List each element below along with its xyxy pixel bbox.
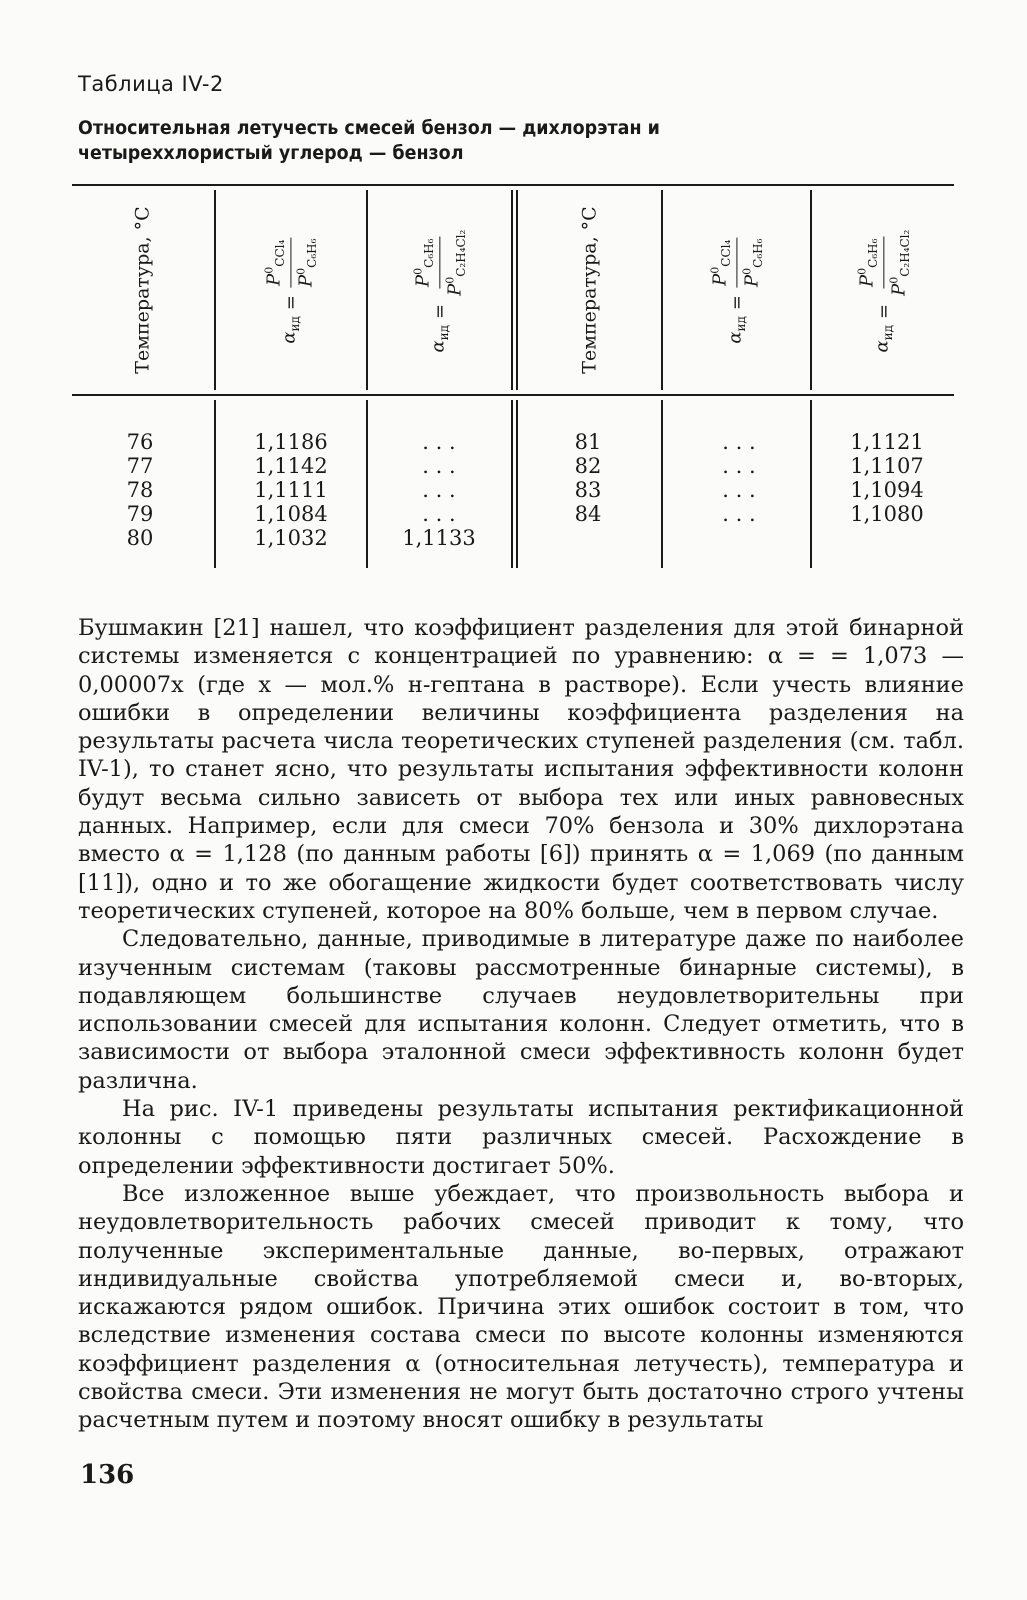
table-caption: Относительная летучесть смесей бензол — дихлорэтан и четыреххлористый углерод — бензол bbox=[78, 117, 660, 164]
column-temps-left bbox=[100, 430, 180, 550]
table-cell: . . . bbox=[422, 430, 456, 454]
col-divider-4b bbox=[661, 400, 663, 568]
table-cell: 1,1186 bbox=[254, 430, 328, 454]
table-cell: 1,1111 bbox=[254, 478, 328, 502]
table-cell: 78 bbox=[126, 478, 154, 502]
table-cell: 77 bbox=[126, 454, 154, 478]
table-cell: . . . bbox=[722, 454, 756, 478]
header-alpha-c6h6-right: $\alpha_{ид}$ = $P^0_{C_6H_6}$ $P^0_{C_2H_4Cl_2}$ bbox=[812, 190, 954, 390]
table-cell: 79 bbox=[126, 502, 154, 526]
column-c6h6-c2h4cl2-right bbox=[832, 430, 942, 550]
header-alpha-c6h6-left: $\alpha_{ид}$ = $P^0_{C_6H_6}$ $P^0_{C_2H_4Cl_2}$ bbox=[368, 190, 511, 390]
header-alpha-ccl4-left: $\alpha_{ид}$ = $P^0_{CCl_4}$ $P^0_{C_6H_6}$ bbox=[216, 190, 366, 390]
table-cell: . . . bbox=[722, 478, 756, 502]
table-cell: . . . bbox=[422, 454, 456, 478]
fraction: $P^0_{CCl_4}$ $P^0_{C_6H_6}$ bbox=[260, 236, 322, 288]
fraction: $P^0_{CCl_4}$ $P^0_{C_6H_6}$ bbox=[705, 236, 767, 288]
double-divider-c bbox=[511, 400, 513, 568]
page-number: 136 bbox=[80, 1460, 135, 1490]
table-cell: 1,1080 bbox=[850, 502, 924, 526]
alpha-symbol: $\alpha_{ид}$ bbox=[724, 315, 749, 344]
table-cell: 76 bbox=[126, 430, 154, 454]
double-divider-d bbox=[516, 400, 518, 568]
body-text bbox=[78, 614, 964, 1435]
table-cell: 1,1094 bbox=[850, 478, 924, 502]
column-ccl4-c6h6-left bbox=[236, 430, 346, 550]
table-cell: 1,1107 bbox=[850, 454, 924, 478]
table-cell: 84 bbox=[574, 502, 602, 526]
table-cell: 81 bbox=[574, 430, 602, 454]
table-cell: 1,1121 bbox=[850, 430, 924, 454]
table-number: Таблица IV-2 bbox=[78, 72, 224, 96]
header-temp-left-label: Температура, °C bbox=[132, 206, 154, 374]
table-cell: . . . bbox=[422, 478, 456, 502]
fraction: $P^0_{C_6H_6}$ $P^0_{C_2H_4Cl_2}$ bbox=[852, 228, 914, 298]
paragraph: На рис. IV-1 приведены результаты испытания ректификационной колонны с помощью пяти различных смесей. Расхождение в определении эффективности достигает 50%. bbox=[78, 1096, 964, 1179]
table-cell bbox=[684, 526, 794, 550]
header-temp-right bbox=[518, 190, 661, 390]
alpha-symbol: $\alpha_{ид}$ bbox=[427, 324, 452, 353]
table-cell bbox=[832, 526, 942, 550]
col-divider-5b bbox=[810, 400, 812, 568]
paragraph: Бушмакин [21] нашел, что коэффициент разделения для этой бинарной системы изменяется с концентрацией по уравнению: α = = 1,073 — 0,00007x (где x — мол.% н-гептана в растворе). Если учесть влияние ошибки в определении величины коэффициента разделения на результаты расчета числа теоретических ступеней разделения (см. табл. IV-1), то станет ясно, что результаты испытания эффективности колонн будут весьма сильно зависеть от выбора тех или иных равновесных данных. Например, если для смеси 70% бензола и 30% дихлорэтана вместо α = 1,128 (по данным работы [6]) принять α = 1,069 (по данным [11]), одно и то же обогащение жидкости будет соответствовать числу теоретических ступеней, которое на 80% больше, чем в первом случае. bbox=[78, 615, 964, 924]
col-divider-2b bbox=[366, 400, 368, 568]
alpha-symbol: $\alpha_{ид}$ bbox=[871, 324, 895, 353]
table-cell: . . . bbox=[422, 502, 456, 526]
table-cell bbox=[548, 526, 628, 550]
table-header-rule bbox=[72, 394, 954, 396]
fraction: $P^0_{C_6H_6}$ $P^0_{C_2H_4Cl_2}$ bbox=[408, 228, 470, 298]
table-cell: 1,1133 bbox=[402, 526, 476, 550]
header-temp-right-label: Температура, °C bbox=[578, 206, 601, 374]
column-temps-right bbox=[548, 430, 628, 550]
column-ccl4-c6h6-right bbox=[684, 430, 794, 550]
table-cell: 1,1032 bbox=[254, 526, 328, 550]
table-cell: 1,1084 bbox=[254, 502, 328, 526]
table-cell: 82 bbox=[574, 454, 602, 478]
double-divider-a bbox=[511, 190, 513, 390]
table-top-rule bbox=[72, 184, 954, 186]
header-temp-left bbox=[72, 190, 214, 390]
table-cell: . . . bbox=[722, 430, 756, 454]
paragraph: Все изложенное выше убеждает, что произвольность выбора и неудовлетворительность рабочих смесей приводит к тому, что полученные экспериментальные данные, во-первых, отражают индивидуальные свойства употребляемой смеси и, во-вторых, искажаются рядом ошибок. Причина этих ошибок состоит в том, что вследствие изменения состава смеси по высоте колонны изменяются коэффициент разделения α (относительная летучесть), температура и свойства смеси. Эти изменения не могут быть достаточно строго учтены расчетным путем и поэтому вносят ошибку в результаты bbox=[78, 1180, 964, 1434]
table-cell: 80 bbox=[126, 526, 154, 550]
table-cell: 1,1142 bbox=[254, 454, 328, 478]
alpha-symbol: $\alpha_{ид}$ bbox=[279, 315, 303, 344]
paragraph: Следовательно, данные, приводимые в литературе даже по наиболее изученным системам (таковы рассмотренные бинарные системы), в подавляющем большинстве случаев неудовлетворительны при использовании смесей для испытания колонн. Следует отметить, что в зависимости от выбора эталонной смеси эффективность колонн будет различна. bbox=[78, 926, 964, 1094]
header-alpha-ccl4-right: $\alpha_{ид}$ = $P^0_{CCl_4}$ $P^0_{C_6H_6}$ bbox=[663, 190, 810, 390]
table-cell: . . . bbox=[722, 502, 756, 526]
table-cell: 83 bbox=[574, 478, 602, 502]
column-c6h6-c2h4cl2-left bbox=[384, 430, 494, 550]
col-divider-1b bbox=[214, 400, 216, 568]
